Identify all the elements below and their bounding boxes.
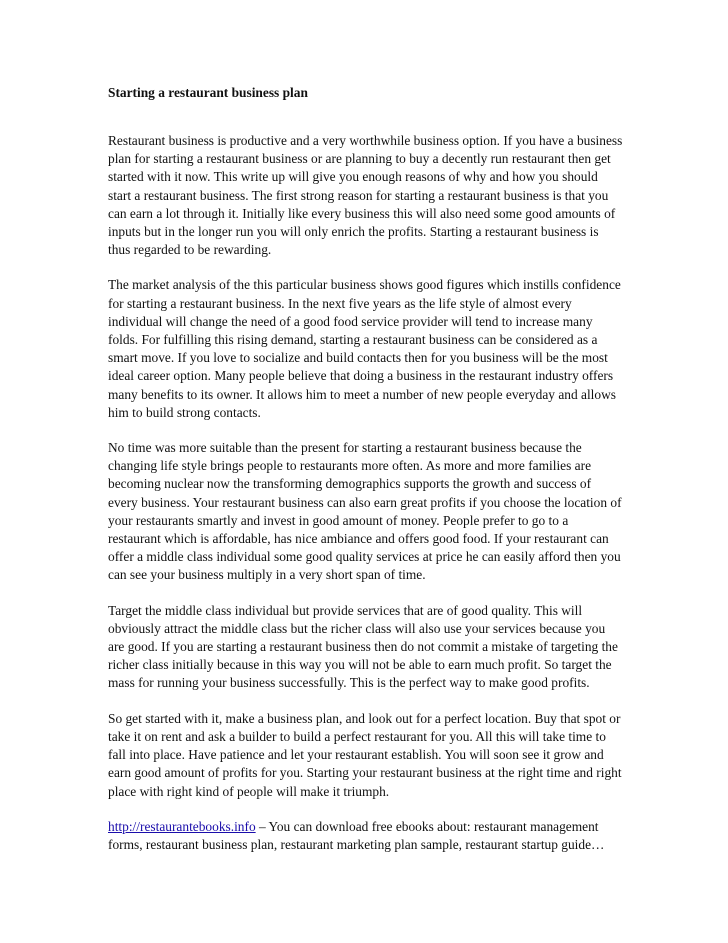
paragraph-3: No time was more suitable than the present for starting a restaurant business because the changing life style brings people to restaurants more often. As more and more families are becoming nuclear now the transforming demographics supports the growth and success of every business. Your restaurant business can also earn great profits if you choose the location of your restaurants smartly and invest in good amount of money. People prefer to go to a restaurant which is affordable, has nice ambiance and offers good food. If your restaurant can offer a middle class individual some good quality services at price he can easily afford then you can see your business multiply in a very short span of time. xyxy=(108,440,622,583)
document-page xyxy=(108,80,624,854)
footer-note xyxy=(108,818,624,854)
paragraph-5: So get started with it, make a business plan, and look out for a perfect location. Buy that spot or take it on rent and ask a builder to build a perfect restaurant for you. All this will take time to fall into place. Have patience and let your restaurant establish. You will soon see it grow and earn good amount of profits for you. Starting your restaurant business at the right time and right place with right kind of people will make it triumph. xyxy=(108,710,622,799)
paragraph-2: The market analysis of the this particular business shows good figures which instills confidence for starting a restaurant business. In the next five years as the life style of almost every individual will change the need of a good food service provider will tend to increase many folds. For fulfilling this rising demand, starting a restaurant business can be considered as a smart move. If you love to socialize and build contacts then for you business will be the most ideal career option. Many people believe that doing a business in the restaurant industry offers many benefits to its owner. It allows him to meet a number of new people everyday and allows him to build strong contacts. xyxy=(108,277,621,420)
footer-text: – You can download free ebooks about: restaurant management forms, restaurant business plan, restaurant marketing plan sample, restaurant startup guide… xyxy=(108,818,605,852)
ebooks-link[interactable]: http://restaurantebooks.info xyxy=(108,818,256,834)
paragraph-4: Target the middle class individual but provide services that are of good quality. This will obviously attract the middle class but the richer class will also use your services because you are good. If you are starting a restaurant business then do not commit a mistake of targeting the richer class initially because in this way you will not be able to earn much profit. So target the mass for running your business successfully. This is the perfect way to make good profits. xyxy=(108,602,618,691)
document-title: Starting a restaurant business plan xyxy=(108,85,308,100)
paragraph-1: Restaurant business is productive and a very worthwhile business option. If you have a business plan for starting a restaurant business or are planning to buy a decently run restaurant then get started with it now. This write up will give you enough reasons of why and how you should start a restaurant business. The first strong reason for starting a restaurant business is that you can earn a lot through it. Initially like every business this will also need some good amounts of inputs but in the longer run you will only enrich the profits. Starting a restaurant business is thus regarded to be rewarding. xyxy=(108,133,623,258)
